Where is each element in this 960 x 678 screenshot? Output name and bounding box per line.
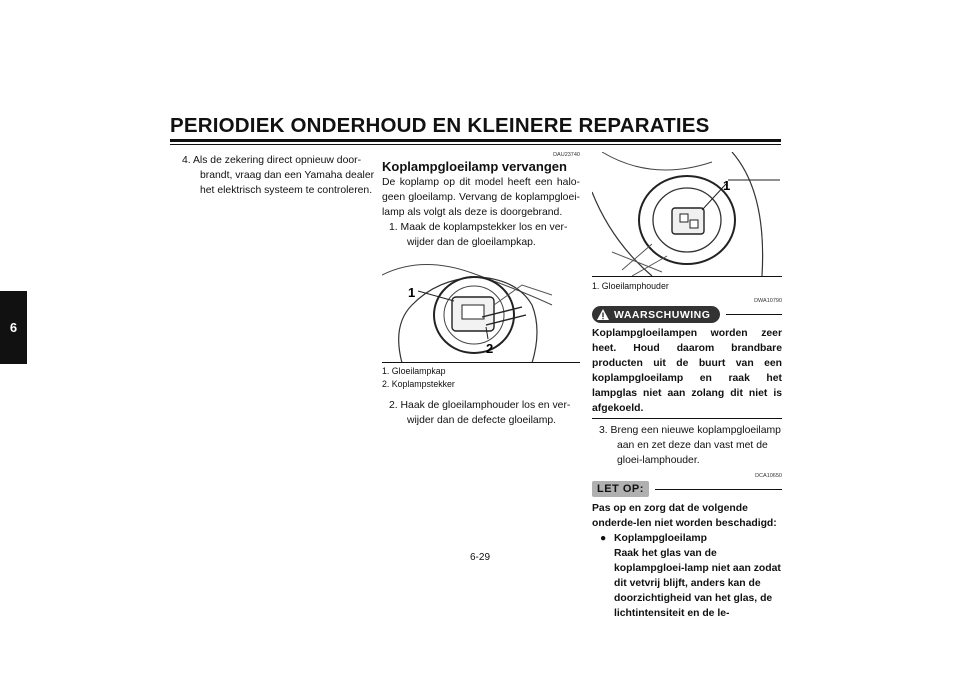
step-1: 1. Maak de koplampstekker los en ver-wijder dan de gloeilampkap.	[389, 222, 568, 248]
step-3: 3. Breng een nieuwe koplampgloeilamp aan en zet deze dan vast met de gloei-lamphouder.	[599, 425, 781, 466]
warning-text: Koplampgloeilampen worden zeer heet. Houd daarom brandbare producten uit de buurt van een koplampgloeilamp en raak het lampglas niet aan zolang dit niet is afgekoeld.	[592, 328, 782, 414]
bullet-dot-icon: ●	[600, 533, 607, 544]
note-intro: Pas op en zorg dat de volgende onderde-len niet worden beschadigd:	[592, 503, 777, 529]
page-header-title: PERIODIEK ONDERHOUD EN KLEINERE REPARATIES	[170, 114, 710, 137]
figure-callout-2: 2	[486, 341, 494, 356]
bulb-holder-illustration	[592, 152, 782, 276]
column-2	[382, 152, 580, 250]
warning-rule	[726, 314, 782, 315]
caption-gloeilamphouder: 1. Gloeilamphouder	[592, 281, 669, 291]
note-rule	[655, 489, 782, 490]
warning-code: DWA10790	[754, 298, 782, 304]
section-title: Koplampgloeilamp vervangen	[382, 159, 567, 174]
figure-callout-1: 1	[408, 285, 416, 300]
section-code: DAU23740	[553, 152, 580, 158]
warning-end-rule	[592, 418, 782, 419]
header-rule	[170, 139, 781, 142]
intro-paragraph: De koplamp op dit model heeft een halo-geen gloeilamp. Vervang de koplampgloei-lamp als volgt als deze is doorgebrand.	[382, 177, 580, 218]
warning-header	[592, 306, 782, 323]
headlight-cover-illustration	[382, 245, 580, 363]
warning-triangle-icon	[596, 308, 610, 321]
chapter-number: 6	[9, 320, 18, 335]
figure-captions	[382, 365, 455, 390]
step-4: 4. Als de zekering direct opnieuw door-brandt, vraag dan een Yamaha dealer het elektrisch systeem te controleren.	[182, 155, 375, 196]
header-rule-thin	[170, 144, 781, 145]
note-header	[592, 481, 782, 497]
chapter-tab	[0, 291, 27, 364]
column-3	[592, 298, 782, 621]
figure-callout-1: 1	[723, 178, 731, 193]
caption-1: 1. Gloeilampkap	[382, 366, 446, 376]
warning-badge	[592, 306, 720, 323]
bullet-title: Koplampgloeilamp	[614, 533, 707, 544]
note-bullet	[600, 531, 782, 621]
step-2: 2. Haak de gloeilamphouder los en ver-wijder dan de defecte gloeilamp.	[389, 400, 571, 426]
caption-2: 2. Koplampstekker	[382, 378, 455, 389]
figure-rule	[382, 362, 580, 363]
bullet-text: Raak het glas van de koplampgloei-lamp niet aan zodat dit vetvrij blijft, anders kan de doorzichtigheid van het glas, de lichtintensiteit en de le-	[614, 548, 781, 619]
page-number: 6-29	[469, 552, 490, 563]
figure-rule	[592, 276, 782, 277]
note-code: DCA10650	[755, 473, 782, 479]
note-badge: LET OP:	[592, 481, 649, 497]
warning-label: WAARSCHUWING	[614, 308, 711, 321]
